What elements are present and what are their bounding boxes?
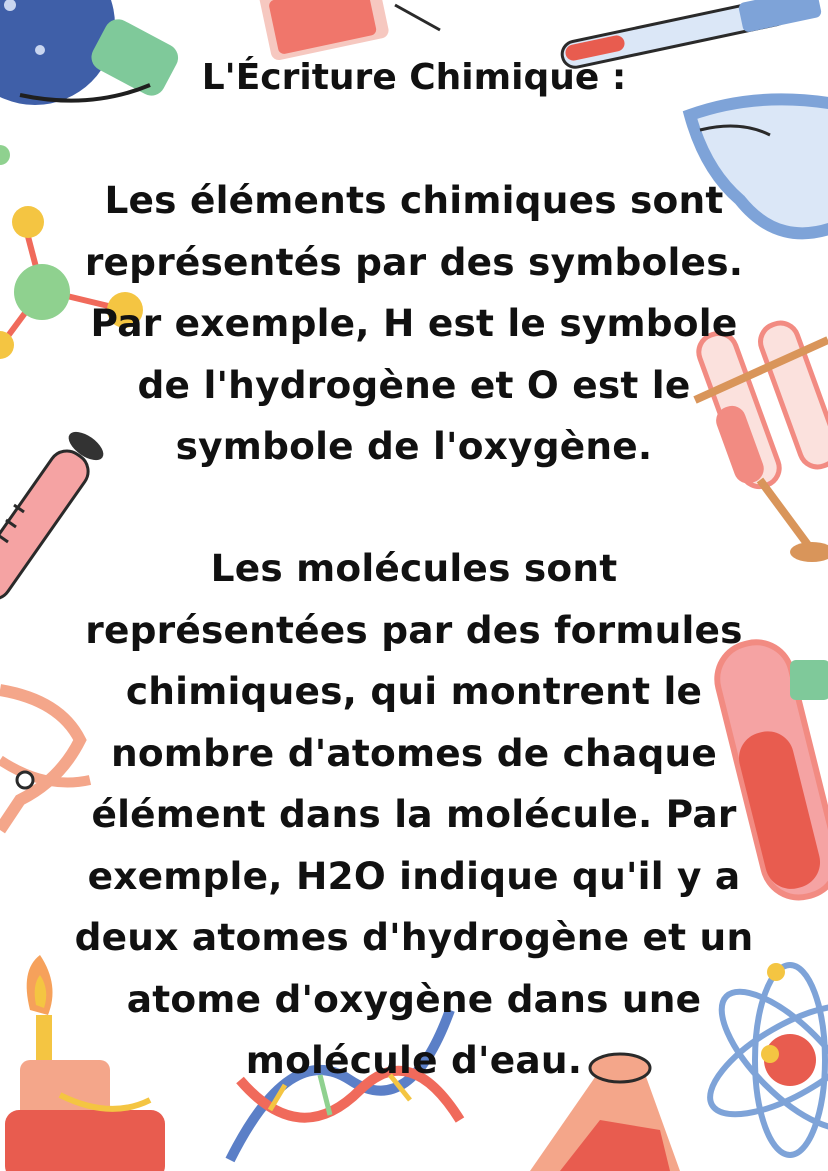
paragraph-chemical-symbols: Les éléments chimiques sont représentés par des symboles. Par exemple, H est le symbole de l'hydrogène et O est le symbole de l'oxygène. xyxy=(84,178,744,468)
paragraph-chemical-formulas: Les molécules sont représentées par des formules chimiques, qui montrent le nombre d'atomes de chaque élément dans la molécule. Par exemple, H2O indique qu'il y a deux atomes d'hydrogène et un atome d'oxygène dans une molécule d'eau. xyxy=(74,546,754,1082)
page-title: L'Écriture Chimique : xyxy=(201,57,627,98)
